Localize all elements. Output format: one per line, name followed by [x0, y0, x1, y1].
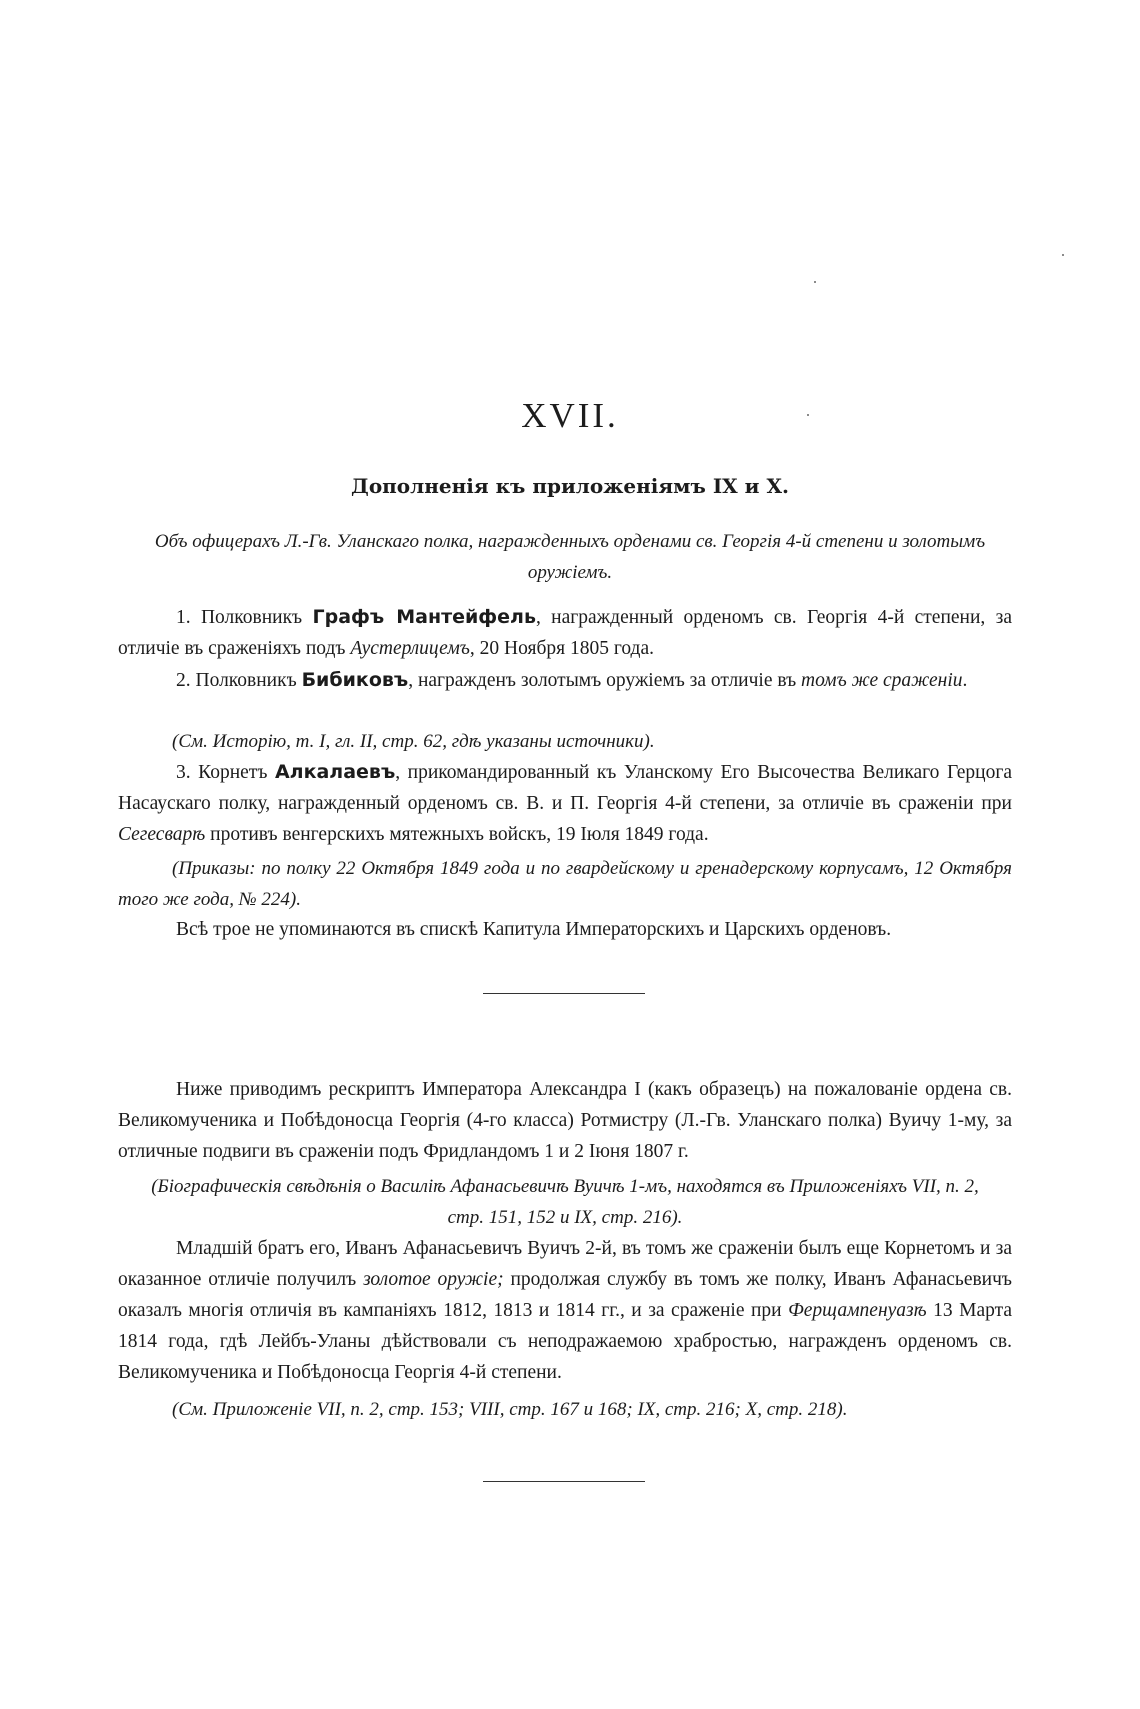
scan-speck — [814, 281, 816, 283]
brother-paragraph — [118, 1233, 1012, 1388]
item-3-text: , прикомандированный къ Уланскому Его Высочества Великаго Герцога Насаускаго полку, награжденный орденомъ св. В. и П. Георгія 4-й степени, за отличіе въ сраженіи при — [118, 762, 1012, 814]
brother-text-1: Младшій братъ его, Иванъ Афанасьевичъ Вуичъ 2-й, въ томъ же сраженіи былъ еще Корнетомъ и за оказанное отличіе получилъ — [118, 1238, 1012, 1290]
brother-text-3: 13 Марта 1814 года, гдѣ Лейбъ-Уланы дѣйствовали съ неподражаемою храбростью, награжденъ орденомъ св. Великомученика и Побѣдоносца Георгія 4-й степени. — [118, 1300, 1013, 1383]
brother-text-2: продолжая службу въ томъ же полку, Иванъ Афанасьевичъ оказалъ многія отличія въ кампаніяхъ 1812, 1813 и 1814 гг., и за сраженіе при — [118, 1269, 1013, 1321]
section-number: XVII. — [521, 396, 619, 435]
item-2-end: . — [962, 670, 968, 691]
rescript-source: (Біографическія свѣдѣнія о Василіѣ Афанасьевичѣ Вуичѣ 1-мъ, находятся въ Приложеніяхъ VII, п. 2, стр. 151, 152 и IX, стр. 216). — [151, 1176, 979, 1228]
item-1-date: , 20 Ноября 1805 года. — [469, 638, 655, 659]
item-3 — [118, 757, 1012, 850]
item-2-source: (См. Исторію, т. I, гл. II, стр. 62, гдѣ указаны источники). — [172, 731, 655, 752]
item-2-officer-name: Бибиковъ — [301, 669, 409, 691]
item-2-text: , награжденъ золотымъ оружіемъ за отличіе въ — [408, 670, 802, 691]
brother-source: (См. Приложеніе VII, п. 2, стр. 153; VIII, стр. 167 и 168; IX, стр. 216; X, стр. 218). — [172, 1399, 848, 1420]
item-3-source: (Приказы: по полку 22 Октября 1849 года и по гвардейскому и гренадерскому корпусамъ, 12 Октября того же года, № 224). — [118, 858, 1012, 910]
item-3-officer-name: Алкалаевъ — [274, 761, 396, 783]
section-subtitle: Объ офицерахъ Л.-Гв. Уланскаго полка, награжденныхъ орденами св. Георгія 4-й степени и золотымъ оружіемъ. — [154, 531, 986, 583]
closing-divider — [483, 1481, 645, 1482]
item-1-text: , награжденный орденомъ св. Георгія 4-й степени, за отличіе въ сраженіяхъ подъ — [118, 607, 1012, 659]
item-1 — [118, 602, 1012, 664]
item-2-lead: 2. Полковникъ — [176, 670, 302, 691]
item-3-end: противъ венгерскихъ мятежныхъ войскъ, 19 Іюля 1849 года. — [205, 824, 709, 845]
item-1-officer-name: Графъ Мантейфель — [312, 606, 536, 628]
item-3-lead: 3. Корнетъ — [176, 762, 275, 783]
item-2 — [118, 665, 1012, 696]
item-3-place: Сегесварѣ — [118, 824, 206, 845]
item-1-lead: 1. Полковникъ — [176, 607, 313, 628]
item-1-place: Аустерлицемъ — [350, 638, 470, 659]
brother-place: Ферщампенуазѣ — [788, 1300, 927, 1321]
item-2-place: томъ же сраженіи — [801, 670, 963, 691]
section-divider — [483, 993, 645, 994]
brother-award: золотое оружіе; — [363, 1269, 504, 1290]
scan-speck — [1062, 254, 1064, 256]
section-heading: Дополненія къ приложеніямъ IX и X. — [351, 474, 789, 498]
summary-note: Всѣ трое не упоминаются въ спискѣ Капитула Императорскихъ и Царскихъ орденовъ. — [176, 919, 892, 940]
rescript-intro: Ниже приводимъ рескриптъ Императора Александра I (какъ образецъ) на пожалованіе ордена св. Великомученика и Побѣдоносца Георгія (4-го класса) Ротмистру (Л.-Гв. Уланскаго полка) Вуичу 1-му, за отличные подвиги въ сраженіи подъ Фридландомъ 1 и 2 Іюня 1807 г. — [118, 1079, 1012, 1162]
